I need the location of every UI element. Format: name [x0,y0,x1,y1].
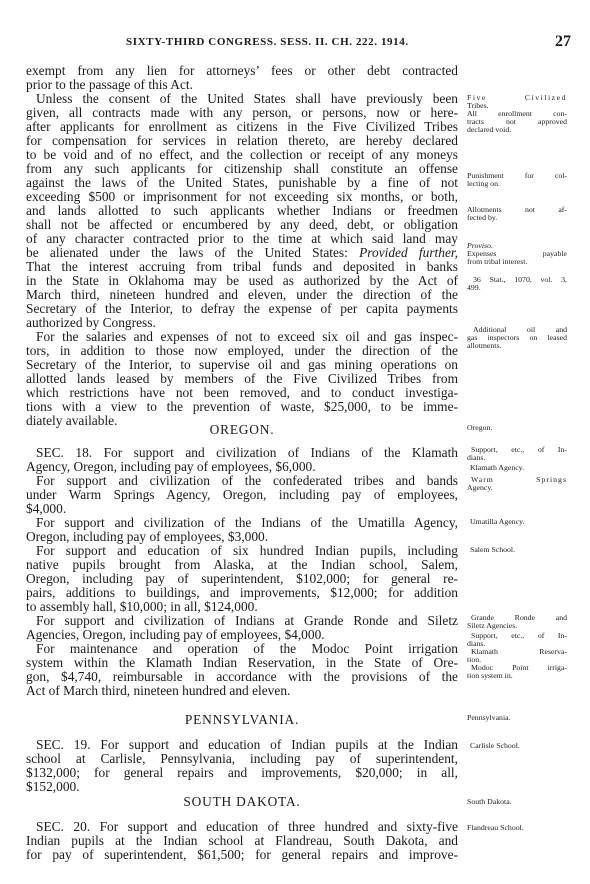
text-line: For the salaries and expenses of not to exceed six oil and gas inspec- [36,329,458,344]
text-line: from any such applicants for citizenship shall constitute an offense [26,161,458,176]
margin-note: tracts not approved [467,117,567,126]
text-line: Unless the consent of the United States shall have previously been [36,91,458,106]
margin-note: Flandreau School. [467,823,524,832]
margin-note: Punishment for col- [467,171,567,180]
text-line: of any character contracted prior to the time at which said land may [26,231,458,246]
text-line: Secretary of the Interior, to supervise oil and gas mining operations on [26,357,458,372]
margin-note: from tribal interest. [467,257,528,266]
margin-note: Siletz Agencies. [467,621,518,630]
margin-note-heading: South Dakota. [467,797,512,806]
text-line: exempt from any lien for attorneys’ fees or other debt contracted [26,63,458,78]
text-line: For support and civilization of the confederated tribes and bands [36,473,458,488]
margin-note: lecting on. [467,179,500,188]
text-line: against the laws of the United States, punishable by a fine of not [26,175,458,190]
text-line: to be void and of no effect, and the collection or receipt of any moneys [26,147,458,162]
margin-note: Klamath Agency. [470,463,525,472]
running-head: SIXTY-THIRD CONGRESS. SESS. II. CH. 222. 1914. [126,36,409,48]
margin-note: Support, etc., of In- [471,631,567,640]
margin-note: 36 Stat., 1070, vol. 3, [473,275,567,284]
text-line: tions with a view to the prevention of waste, $25,000, to be imme- [26,399,458,414]
text-line: allotted lands leased by members of the Five Civilized Tribes from [26,371,458,386]
text-line: shall not be affected or encumbered by any deed, debt, or obligation [26,217,458,232]
margin-note: Modoc Point irriga- [471,663,567,672]
margin-note: Expenses payable [467,249,567,258]
margin-note: gas inspectors on leased [467,333,567,342]
text-line: for compensation for services in relation thereto, are hereby declared [26,133,458,148]
text-line: SEC. 20. For support and education of three hundred and sixty-five [36,819,458,834]
text-line: school at Carlisle, Pennsylvania, including pay of superintendent, [26,751,458,766]
margin-note: tion. [467,655,482,664]
text-line: which restrictions have not been removed, and to conduct investiga- [26,385,458,400]
margin-note: Five Civilized [467,93,567,102]
margin-note: declared void. [467,125,512,134]
text-line: SEC. 19. For support and education of Indian pupils at the Indian [36,737,458,752]
text-line: Agencies, Oregon, including pay of employees, $4,000. [26,627,325,642]
text-line: given, all contracts made with any person, or persons, now or here- [26,105,458,120]
margin-note: Support, etc., of In- [471,445,567,454]
margin-note: Allotments not af- [467,205,567,214]
margin-note: tion system in. [467,671,513,680]
text-line: pairs, additions to buildings, and improvements, $12,000; for addition [26,585,458,600]
section-heading-oregon: OREGON. [209,422,275,437]
margin-note: 499. [467,283,481,292]
text-line: $132,000; for general repairs and improvements, $20,000; in all, [26,765,458,780]
text-line: after applicants for enrollment as citizens in the Five Civilized Tribes [26,119,458,134]
margin-note: Tribes. [467,101,489,110]
text-line: For support and civilization of the Indians of the Umatilla Agency, [36,515,458,530]
text-line: $4,000. [26,501,67,516]
margin-note: Additional oil and [473,325,567,334]
margin-note: Agency. [467,483,493,492]
margin-note-heading: Pennsylvania. [467,713,511,722]
text-line: prior to the passage of this Act. [26,77,193,92]
section-heading-south-dakota: SOUTH DAKOTA. [183,794,301,809]
margin-note: All enrollment con- [467,109,567,118]
text-line: SEC. 18. For support and civilization of Indians of the Klamath [36,445,458,460]
page-number: 27 [555,33,571,50]
text-line: That the interest accruing from tribal funds and deposited in banks [26,259,458,274]
margin-note: Carlisle School. [470,741,520,750]
page-header [26,33,571,53]
text-line: Indian pupils at the Indian school at Flandreau, South Dakota, and [26,833,458,848]
margin-note: fected by. [467,213,498,222]
text-line: for pay of superintendent, $61,500; for general repairs and improve- [26,847,458,862]
text-line: $152,000. [26,779,80,794]
margin-note: Warm Springs [471,475,567,484]
text-line: tors, in addition to those now employed, under the direction of the [26,343,458,358]
margin-note: Umatilla Agency. [470,517,525,526]
text-line: Oregon, including pay of employees, $3,000. [26,529,269,544]
text-line: system within the Klamath Indian Reservation, in the State of Ore- [26,655,458,670]
text-line: exceeding $500 or imprisonment for not exceeding six months, or both, [26,189,458,204]
text-line: For support and civilization of Indians at Grande Ronde and Siletz [36,613,458,628]
text-line: diately available. [26,413,118,428]
text-line: in the State in Oklahoma may be used as authorized by the Act of [26,273,458,288]
margin-note-proviso: Proviso. [467,241,493,250]
text-line: under Warm Springs Agency, Oregon, including pay of employees, [26,487,458,502]
margin-note: allotments. [467,341,502,350]
margin-note: Grande Ronde and [471,613,567,622]
text-line: authorized by Congress. [26,315,156,330]
text-line: Agency, Oregon, including pay of employees, $6,000. [26,459,316,474]
text-line: and lands allotted to such applicants whether Indians or freedmen [26,203,458,218]
text-line: gon, $4,740, reimbursable in accordance with the provisions of the [26,669,458,684]
text-line: For maintenance and operation of the Modoc Point irrigation [36,641,458,656]
margin-note: dians. [467,639,486,648]
margin-note-heading: Oregon. [467,423,493,432]
text-line: For support and education of six hundred Indian pupils, including [36,543,458,558]
text-line: native pupils brought from Alaska, at the Indian school, Salem, [26,557,458,572]
text-line: to assembly hall, $10,000; in all, $124,000. [26,599,258,614]
text-line: March third, nineteen hundred and eleven, under the direction of the [26,287,458,302]
proviso-italic: Provided further, [359,245,458,260]
text-line: Oregon, including pay of superintendent, $102,000; for general re- [26,571,458,586]
text-line: Act of March third, nineteen hundred and eleven. [26,683,291,698]
margin-note: dians. [467,453,486,462]
text-span: be alienated under the laws of the United States: [26,245,348,260]
margin-note: Salem School. [470,545,516,554]
text-line: Secretary of the Interior, to defray the expense of per capita payments [26,301,458,316]
margin-note: Klamath Reserva- [471,647,567,656]
section-heading-pennsylvania: PENNSYLVANIA. [184,712,300,727]
